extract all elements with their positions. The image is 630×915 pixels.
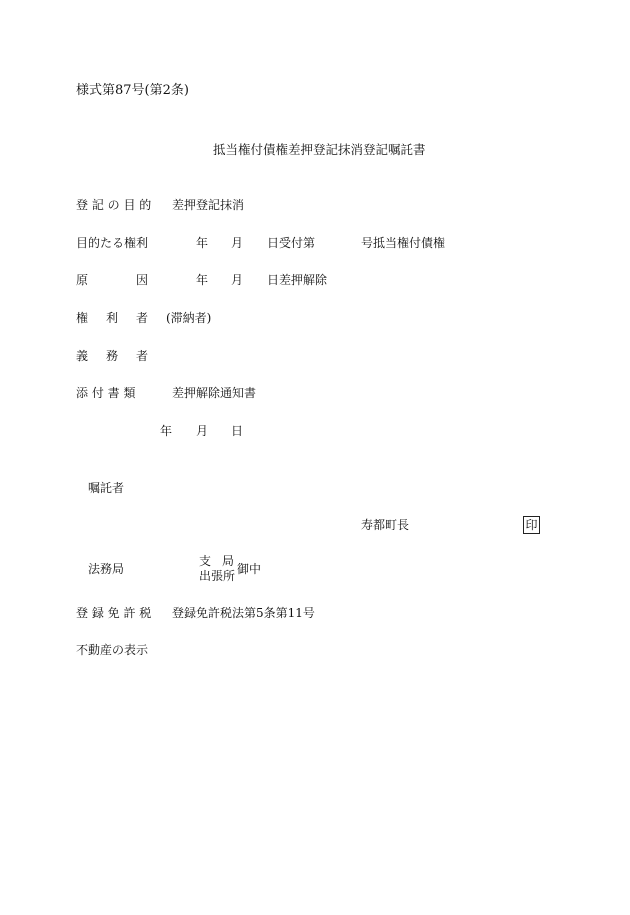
target-right-year: 年 (196, 236, 209, 250)
target-right-month: 月 (231, 236, 244, 250)
registration-tax-label: 登 録 免 許 税 (76, 606, 152, 620)
purpose-label: 登 記 の 目 的 (76, 198, 152, 212)
seal-box: 印 (523, 516, 540, 534)
cause-month: 月 (231, 273, 244, 287)
obligor-char-3: 者 (136, 349, 149, 363)
registration-tax-value: 登録免許税法第5条第11号 (172, 606, 315, 620)
attachments-value: 差押解除通知書 (172, 386, 257, 400)
cause-label-2: 因 (136, 273, 149, 287)
purpose-value: 差押登記抹消 (172, 198, 245, 212)
requester-label: 嘱託者 (88, 481, 125, 495)
target-right-day-received: 日受付第 (267, 236, 316, 250)
right-holder-char-3: 者 (136, 311, 149, 325)
target-right-label: 目的たる権利 (76, 236, 149, 250)
office-honorific: 御中 (237, 562, 262, 576)
date-month: 月 (196, 424, 209, 438)
office-branch-top-2: 局 (222, 554, 235, 568)
cause-year: 年 (196, 273, 209, 287)
office-prefix: 法務局 (88, 562, 125, 576)
property-label: 不動産の表示 (76, 643, 149, 657)
document-title: 抵当権付債権差押登記抹消登記嘱託書 (213, 142, 426, 157)
right-holder-char-2: 利 (106, 311, 119, 325)
requester-name: 寿都町長 (361, 518, 410, 532)
target-right-suffix: 号抵当権付債権 (361, 236, 446, 250)
office-branch-bottom: 出張所 (199, 569, 236, 583)
form-number: 様式第87号(第2条) (76, 83, 189, 98)
date-year: 年 (160, 424, 173, 438)
cause-day-text: 日差押解除 (267, 273, 328, 287)
cause-label-1: 原 (76, 273, 89, 287)
right-holder-note: (滞納者) (166, 311, 212, 325)
attachments-label: 添 付 書 類 (76, 386, 136, 400)
office-branch-top-1: 支 (199, 554, 212, 568)
date-day: 日 (231, 424, 244, 438)
obligor-char-1: 義 (76, 349, 89, 363)
obligor-char-2: 務 (106, 349, 119, 363)
right-holder-char-1: 権 (76, 311, 89, 325)
